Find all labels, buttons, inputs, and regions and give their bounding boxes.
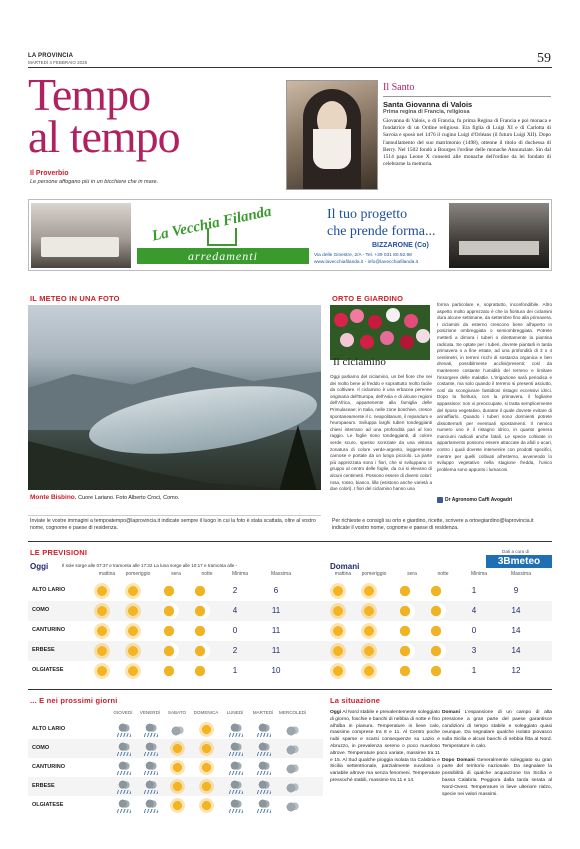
rain-icon [256, 760, 271, 775]
oggi-max-temp: 10 [271, 666, 281, 675]
moon-icon [163, 643, 179, 659]
moon-icon [163, 623, 179, 639]
orto-text-col2: forma particolare e, soprattutto, inconfondibile. Altro aspetto molto apprezzato è che la fioritura dei ciclamini dura alcune settimane, da settembre fino alla primavera. I ciclamini da esterno crescono bene all'aperto in posizione ombreggiata o semiombreggiata. Potrete metterli a dimora i tuberi o direttamente la piantina radicata. Se optate per i tuberi, dovrete piantarli in tarda primavera o a fine estate, ad una profondità di 3 o 4 centimetri, in terreni ricchi di sostanza organica e ben drenati, possibilmente acclivi/presenti; così da mantenere costante l'umidità del terreno e limitare l'insorgere delle malattie. L'irrigazione sarà periodica e costante, ma solo quando il terreno si presenti asciutto, così da scongiurare fastidiosi ristagni eccessivi idrici. Dopo la fioritura, con la primavera, il fogliame appassisce: non vi preoccupate, si tratta semplicemente del riposo vegetativo, durante il quale dovrete evitare di annaffiarlo. Quando i tuberi sono dormienti potrete dissotterrarli per eventuali spostamenti. Il nemico numero uno è il ristagno idrico, in quanto genera marciumi radicali anche fatali. Le specie coltivate in appartamento possono essere attaccate da afidi o acari, contro i quali dovrete intervenire con prodotti specifici, mentre per quelli coltivati all'esterno, avvenendo lo sviluppo vegetativo nella stagione fredda, l'unico problema sono appunto i lumaconi. [437, 302, 552, 472]
title-line-1: Tempo [28, 69, 151, 120]
domani-col-header: notte [437, 571, 449, 577]
dom-max-temp: 12 [511, 666, 521, 675]
orto-signature: Dr Agronomo Caffi Avogadri [445, 497, 513, 503]
moon-icon [163, 603, 179, 619]
sun-icon [361, 603, 377, 619]
domani-col-header: sera [407, 571, 417, 577]
forecast-row-label: OLGIATESE [32, 667, 64, 673]
facebook-icon [437, 497, 443, 503]
santo-name: Santa Giovanna di Valois [383, 100, 473, 109]
sun-icon [170, 760, 185, 775]
moon-icon [194, 663, 210, 679]
sun-icon [94, 643, 110, 659]
sun-icon [125, 603, 141, 619]
oggi-max-temp: 11 [271, 646, 281, 655]
sun-icon [330, 643, 346, 659]
forecast-row-label: CANTURINO [32, 627, 65, 633]
sun-icon [199, 722, 214, 737]
orto-headline: Il ciclamino [333, 356, 386, 368]
page-number: 59 [537, 51, 551, 66]
sun-icon [361, 643, 377, 659]
sun-icon [199, 779, 214, 794]
oggi-col-header: Massima [270, 571, 291, 577]
moon-icon [163, 663, 179, 679]
dom-min-temp: 3 [471, 646, 477, 655]
sun-icon [170, 798, 185, 813]
meteo-caption-place: Monte Bisbino. [30, 494, 77, 501]
dom-max-temp: 14 [511, 626, 521, 635]
ad-logo [137, 204, 309, 267]
cloud-icon [285, 741, 300, 756]
sun-icon [170, 779, 185, 794]
moon-icon [399, 603, 415, 619]
domani-col-header: Minima [470, 571, 488, 577]
week-row-label: OLGIATESE [32, 802, 64, 808]
rain-icon [143, 798, 158, 813]
forecast-row-label: ERBESE [32, 647, 55, 653]
moon-icon [163, 583, 179, 599]
sun-icon [170, 741, 185, 756]
sun-icon [361, 623, 377, 639]
orto-text-col1: Oggi parliamo del ciclamino, un bel fiore che nei dei molto bene al freddo e soprattutto molto facile da coltivare. Il ciclamino è una erbacea perenne originaria dell'Europa, dell'Asia e di alcune regioni dell'Africa, appartenente alla famiglia delle Primulaceae; in Italia, nelle zone boschive, cresce spontaneamente il c. neapolitanum, il repandum e l'europaeum. Sviluppa larghi tuberi tondeggianti chiesi interrano ad una profondità pari al loro raggio. Le foglie sono tondeggianti, di colore verde scuro, spesso screziate da una vistosa zonatura di colore verde-argento, leggermente carnose e portate da un lungo picciolo. La parte più apprezzata sono i fiori, che si sviluppano in gruppo al centro delle foglie, da cui si elevano di alcuni centimetri. Possono essere di diversi colori: rosa, rosso, bianco, lilla (esistono anche varietà a due colori). I fiori del ciclamino hanno una [330, 374, 432, 492]
moon-icon [430, 583, 446, 599]
oggi-col-header: sera [171, 571, 181, 577]
day-header: MARTEDì [252, 710, 274, 715]
sit-oggi-label: Oggi [330, 710, 342, 715]
meteo-caption [30, 494, 179, 501]
domani-label: Domani [330, 562, 360, 571]
rain-icon [143, 722, 158, 737]
santo-text: Giovanna di Valois, o di Francia, fu prima Regina di Francia e poi monaca e fondatrice di un Ordine religioso. Era figlia di Luigi XI e di Carlotta di Savoia e sposò nel 1476 il cugino Luigi d'Orléans (il futuro Luigi XII). Dopo l'annullamento del suo matrimonio (1498), ottenne il titolo di duchessa di Berry. Nel 1502 fondò a Bourges l'ordine delle monache Annunziate. Sin dal 1514 papa Leone X consentì alle monache dell'ordine da lei fondato di celebrarne la memoria. [383, 118, 551, 168]
page-title [28, 69, 180, 162]
sun-icon [94, 583, 110, 599]
sun-icon [361, 583, 377, 599]
sun-icon [94, 623, 110, 639]
oggi-min-temp: 4 [232, 606, 238, 615]
bottom-rule [28, 689, 552, 690]
forecast-row-label: COMO [32, 607, 50, 613]
dom-min-temp: 0 [471, 626, 477, 635]
rain-icon [116, 722, 131, 737]
cloud-icon [285, 760, 300, 775]
domani-col-header: mattina [334, 571, 352, 577]
sun-icon [361, 663, 377, 679]
week-row [28, 796, 323, 815]
week-row-label: COMO [32, 745, 50, 751]
santo-role: Prima regina di Francia, religiosa [383, 109, 470, 115]
ad-logo-arc: La Vecchia Filanda [150, 203, 273, 245]
meteo-foto-title: IL METEO IN UNA FOTO [30, 294, 120, 303]
sit-domani-text: L'espansione di un campo di alta pressione a gran parte del paese garantisce condizioni di tempo stabile e soleggiato quasi ovunque. Da segnalare qualche isolato piovasco sulla Sicilia e alcuni banchi di nebbia fitta al Nord. Temperature in calo. [442, 710, 553, 749]
sit-dopo-label: Dopo Domani [442, 757, 475, 763]
oggi-col-header: Minima [231, 571, 249, 577]
rain-icon [228, 722, 243, 737]
dom-max-temp: 9 [513, 586, 519, 595]
meteo-rule [28, 515, 321, 516]
oggi-col-header: notte [201, 571, 213, 577]
proverbio-text: Le persone affogano più in un bicchiere che in mare. [30, 179, 159, 185]
dom-min-temp: 4 [471, 606, 477, 615]
oggi-col-header: mattina [98, 571, 116, 577]
ad-city: BIZZARONE (Co) [372, 242, 429, 249]
rain-icon [256, 722, 271, 737]
rain-icon [228, 798, 243, 813]
meteo-caption-text: Cuore Lariano. Foto Alberto Croci, Como. [78, 495, 180, 501]
prossimi-title: ... E nei prossimi giorni [30, 696, 118, 705]
rain-icon [143, 741, 158, 756]
rain-icon [228, 779, 243, 794]
sun-icon [330, 603, 346, 619]
paper-name: LA PROVINCIA [28, 53, 74, 59]
proverbio-label: Il Proverbio [30, 170, 69, 177]
oggi-label: Oggi [30, 562, 49, 571]
sun-moon-info: Il sole sorge alle 07:37 e tramonta alle 17:32 La luna sorge alle 10:17 e tramonta alle - [62, 563, 238, 568]
sun-icon [330, 663, 346, 679]
cloud-icon [285, 798, 300, 813]
day-header: VENERDì [139, 710, 161, 715]
sun-icon [199, 760, 214, 775]
sun-icon [125, 663, 141, 679]
rain-icon [256, 779, 271, 794]
ad-address: Via delle Ginestre, 2/A - Tel. +39 031 80.92.98 [314, 253, 412, 258]
day-header: LUNEDì [226, 710, 244, 715]
rain-icon [228, 741, 243, 756]
ad-web[interactable]: www.lavecchiafilanda.it - info@lavecchiafilanda.it [314, 260, 419, 265]
day-header: DOMENICA [193, 710, 219, 715]
provider-small: Dati a cura di [502, 549, 530, 554]
situazione-title: La situazione [330, 696, 381, 705]
sun-icon [330, 583, 346, 599]
moon-icon [399, 663, 415, 679]
week-row [28, 739, 323, 758]
ad-headline [327, 206, 435, 240]
day-header: SABATO [167, 710, 187, 715]
dom-min-temp: 1 [471, 586, 477, 595]
moon-icon [430, 663, 446, 679]
cloud-icon [285, 722, 300, 737]
moon-icon [194, 583, 210, 599]
oggi-max-temp: 6 [273, 586, 279, 595]
moon-icon [399, 643, 415, 659]
sit-dopo-text: Generalmente soleggiato su gran parte del territorio nazionale. Da segnalare la possibilità di qualche acquazzone tra Sicilia e bassa Calabria. Peggiora dalla tarda serata al Nord-Ovest. Temperature in lieve ulteriore rialzo, specie nei valori massimi. [442, 757, 552, 797]
forecast-grid [28, 571, 552, 681]
moon-icon [430, 643, 446, 659]
sun-icon [94, 663, 110, 679]
dom-max-temp: 14 [511, 606, 521, 615]
meteo-note: Inviate le vostre immagini a tempoatempo@laprovincia.it indicate sempre il luogo in cui la foto è stata scattata, oltre al vostro nome, cognome e paese di residenza. [30, 518, 316, 531]
sun-icon [199, 798, 214, 813]
week-row-label: ALTO LARIO [32, 726, 66, 732]
week-grid [28, 710, 323, 840]
moon-icon [194, 623, 210, 639]
moon-icon [430, 623, 446, 639]
sun-icon [199, 741, 214, 756]
ad-headline-2: che prende forma... [327, 224, 436, 239]
orto-title: ORTO E GIARDINO [332, 294, 404, 303]
rain-icon [256, 741, 271, 756]
cyclamen-photo [330, 305, 430, 360]
rain-icon [143, 760, 158, 775]
oggi-min-temp: 2 [232, 646, 238, 655]
title-line-2: al tempo [28, 111, 180, 162]
top-rule [28, 67, 552, 68]
day-header: GIOVEDì [113, 710, 133, 715]
sun-icon [125, 583, 141, 599]
dom-min-temp: 1 [471, 666, 477, 675]
provider-name: 3Bmeteo [486, 555, 552, 568]
cloud-icon [285, 779, 300, 794]
ad-kitchen-photo [449, 203, 549, 268]
week-row-label: CANTURINO [32, 764, 65, 770]
oggi-max-temp: 11 [271, 626, 281, 635]
sun-icon [125, 623, 141, 639]
issue-date: MARTEDÌ 4 FEBBRAIO 2025 [28, 60, 88, 65]
oggi-max-temp: 11 [271, 606, 281, 615]
saint-portrait [286, 80, 378, 190]
week-row [28, 758, 323, 777]
rain-icon [116, 779, 131, 794]
week-row-label: ERBESE [32, 783, 55, 789]
week-row [28, 720, 323, 739]
house-icon [207, 228, 237, 246]
santo-rule [383, 96, 551, 97]
domani-col-header: pomeriggio [361, 571, 387, 577]
domani-col-header: Massima [510, 571, 531, 577]
moon-icon [430, 603, 446, 619]
rain-icon [143, 779, 158, 794]
rain-icon [256, 798, 271, 813]
previsioni-rule [28, 541, 552, 542]
meteo-photo [28, 305, 321, 490]
rain-icon [228, 760, 243, 775]
advertisement[interactable] [28, 199, 552, 271]
rain-icon [116, 741, 131, 756]
situazione-col2 [442, 710, 552, 798]
cloud-icon [170, 722, 185, 737]
ad-headline-1: Il tuo progetto [327, 207, 408, 222]
dom-max-temp: 14 [511, 646, 521, 655]
oggi-min-temp: 1 [232, 666, 238, 675]
forecast-row-label: ALTO LARIO [32, 587, 66, 593]
situazione-col1 [330, 710, 440, 785]
provider-logo [486, 549, 552, 567]
rain-icon [116, 760, 131, 775]
rain-icon [116, 798, 131, 813]
day-header: MERCOLEDì [279, 710, 307, 715]
sit-domani-label: Domani [442, 710, 460, 715]
santo-label: Il Santo [383, 82, 415, 93]
sun-icon [125, 643, 141, 659]
moon-icon [399, 583, 415, 599]
ad-logo-band: arredamenti [137, 248, 309, 264]
week-row [28, 777, 323, 796]
moon-icon [194, 603, 210, 619]
sit-oggi-text: Al Nord stabile e prevalentemente soleggiato di giorno, foschie e banchi di nebbia di notte e fino all'alba in pianura. Temperature in lieve calo, massime comprese tra 8 e 11. Al Centro poche nubi sparse e scarsi consequenze su Lazio e Abruzzo, in prevalenza sereno o poco nuvoloso altrove. Temperature poco variate, massime tra 11 e 15. Al Sud qualche pioggia isolata tra Calabria e Sicilia settentrionale, parzialmente nuvoloso o variabile altrove ma senza fenomeni. Temperature pressoché stabili, massime tra 11 e 14. [330, 710, 441, 783]
sun-icon [330, 623, 346, 639]
oggi-min-temp: 2 [232, 586, 238, 595]
orto-note: Per richieste e consigli su orto e giardino, ricette, scrivere a ortoegiardino@laprovincia.it indicate il vostro nome, cognome e paese di residenza. [332, 518, 534, 531]
ad-bedroom-photo [31, 203, 131, 268]
moon-icon [399, 623, 415, 639]
moon-icon [194, 643, 210, 659]
sun-icon [94, 603, 110, 619]
previsioni-title: LE PREVISIONI [30, 548, 88, 557]
oggi-min-temp: 0 [232, 626, 238, 635]
oggi-col-header: pomeriggio [125, 571, 151, 577]
